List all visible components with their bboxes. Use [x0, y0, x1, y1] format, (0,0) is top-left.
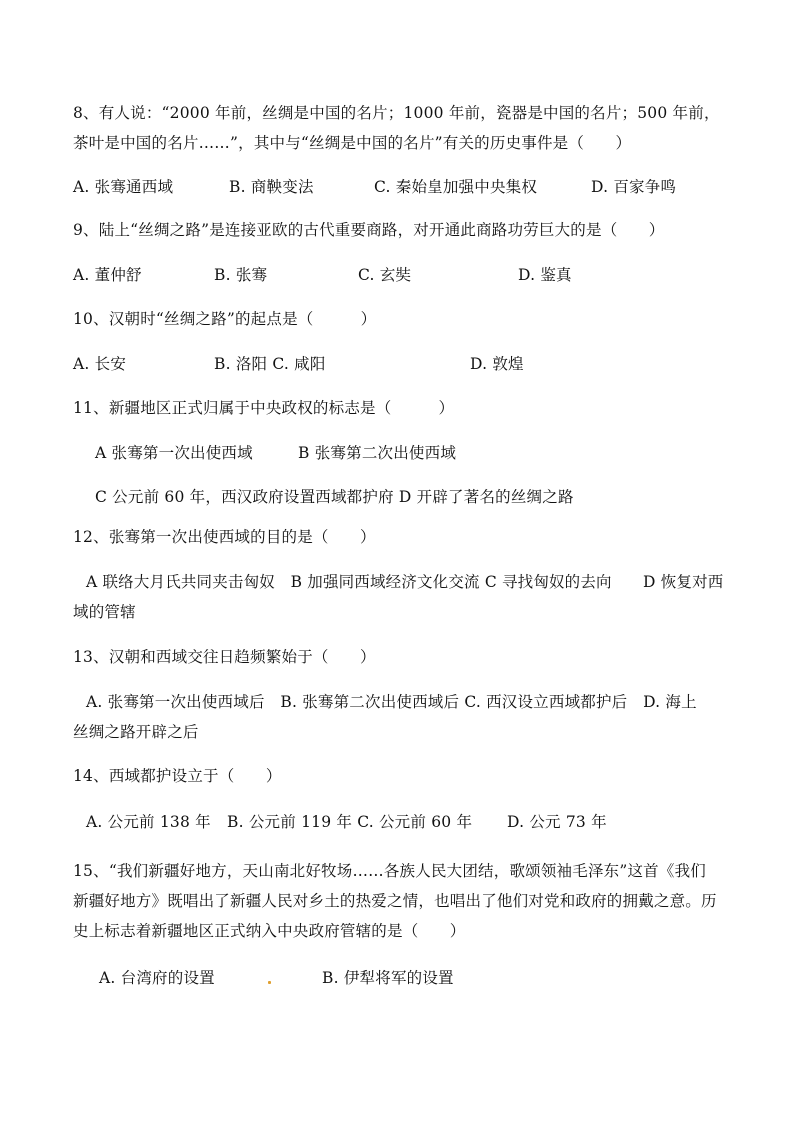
q12-options-line-2: 域的管辖	[73, 603, 136, 621]
q15-option-a: A. 台湾府的设置	[99, 969, 215, 987]
q10-option-a: A. 长安	[73, 355, 127, 373]
q10-option-d: D. 敦煌	[470, 355, 524, 373]
q9-option-c: C. 玄奘	[358, 266, 412, 284]
q9-option-b: B. 张骞	[214, 266, 268, 284]
q8-option-a: A. 张骞通西域	[73, 178, 174, 196]
q8-option-b: B. 商鞅变法	[229, 178, 314, 196]
q8-option-c: C. 秦始皇加强中央集权	[374, 178, 538, 196]
q9-option-d: D. 鉴真	[518, 266, 572, 284]
q11-stem: 11、新疆地区正式归属于中央政权的标志是（ ）	[73, 399, 455, 417]
stray-dot-mark	[268, 981, 271, 984]
q13-options-line-2: 丝绸之路开辟之后	[73, 723, 199, 741]
q10-stem: 10、汉朝时“丝绸之路”的起点是（ ）	[73, 310, 377, 328]
q8-option-d: D. 百家争鸣	[591, 178, 677, 196]
q14-option-d: D. 公元 73 年	[507, 813, 607, 831]
q8-stem-line-2: 茶叶是中国的名片……”，其中与“丝绸是中国的名片”有关的历史事件是（ ）	[73, 134, 632, 152]
q14-option-bc: B. 公元前 119 年 C. 公元前 60 年	[227, 813, 473, 831]
q11-option-a: A 张骞第一次出使西域	[95, 444, 253, 462]
q11-option-b: B 张骞第二次出使西域	[298, 444, 457, 462]
q14-stem: 14、西域都护设立于（ ）	[73, 767, 282, 785]
q12-stem: 12、张骞第一次出使西域的目的是（ ）	[73, 528, 376, 546]
q8-stem-line-1: 8、有人说：“2000 年前，丝绸是中国的名片；1000 年前，瓷器是中国的名片；500 年前，	[73, 104, 720, 122]
q13-options-line-1: A. 张骞第一次出使西域后 B. 张骞第二次出使西域后 C. 西汉设立西域都护后 D. 海上	[86, 693, 697, 711]
q12-options-line-1: A 联络大月氏共同夹击匈奴 B 加强同西域经济文化交流 C 寻找匈奴的去向 D 恢复对西	[86, 573, 724, 591]
q9-option-a: A. 董仲舒	[73, 266, 142, 284]
q13-stem: 13、汉朝和西域交往日趋频繁始于（ ）	[73, 648, 376, 666]
q15-stem-line-1: 15、“我们新疆好地方，天山南北好牧场……各族人民大团结，歌颂领袖毛泽东”这首《我们	[73, 862, 706, 880]
q9-stem: 9、陆上“丝绸之路”是连接亚欧的古代重要商路，对开通此商路功劳巨大的是（ ）	[73, 221, 665, 239]
q10-option-bc: B. 洛阳 C. 咸阳	[214, 355, 326, 373]
q15-option-b: B. 伊犁将军的设置	[322, 969, 454, 987]
q15-stem-line-2: 新疆好地方》既唱出了新疆人民对乡土的热爱之情，也唱出了他们对党和政府的拥戴之意。历	[73, 892, 717, 910]
q11-option-cd: C 公元前 60 年，西汉政府设置西域都护府 D 开辟了著名的丝绸之路	[95, 488, 574, 506]
q14-option-a: A. 公元前 138 年	[86, 813, 211, 831]
q15-stem-line-3: 史上标志着新疆地区正式纳入中央政府管辖的是（ ）	[73, 922, 466, 940]
